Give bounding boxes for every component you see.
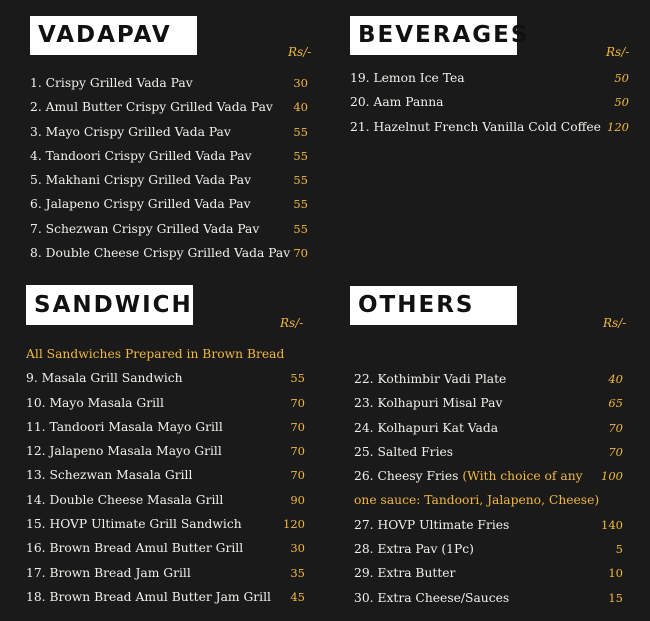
item-name: 28. Extra Pav (1Pc) (354, 542, 474, 557)
menu-item (30, 95, 308, 119)
menu-item (26, 366, 305, 390)
menu-item (30, 241, 308, 265)
item-price: 55 (293, 124, 308, 139)
menu-item (30, 217, 308, 241)
item-price: 55 (293, 148, 308, 163)
menu-item (354, 537, 623, 561)
item-name: 12. Jalapeno Masala Mayo Grill (26, 444, 222, 459)
item-price: 70 (290, 419, 305, 434)
item-price: 90 (290, 492, 305, 507)
item-name: 16. Brown Bread Amul Butter Grill (26, 541, 244, 556)
item-price: 55 (293, 197, 308, 212)
item-price: 55 (293, 221, 308, 236)
menu-item (30, 192, 308, 216)
menu-item (30, 120, 308, 144)
item-name: 11. Tandoori Masala Mayo Grill (26, 419, 223, 434)
menu-item (30, 168, 308, 192)
item-name: 29. Extra Butter (354, 566, 456, 581)
menu-item (354, 391, 623, 415)
sandwich-heading: SANDWICH (26, 285, 193, 325)
item-name: 2. Amul Butter Crispy Grilled Vada Pav (30, 100, 273, 115)
others-heading: OTHERS (350, 286, 517, 325)
item-price: 70 (290, 444, 305, 459)
item-price: 5 (615, 542, 623, 557)
menu-item (26, 488, 305, 512)
item-name: 3. Mayo Crispy Grilled Vada Pav (30, 124, 231, 139)
item-price: 65 (608, 396, 623, 411)
menu-item (26, 536, 305, 560)
menu-item (354, 440, 623, 464)
item-name: 20. Aam Panna (350, 95, 444, 110)
vadapav-heading: VADAPAV (30, 16, 197, 55)
item-price: 30 (290, 541, 305, 556)
currency-label: Rs/- (606, 45, 630, 59)
menu-item (354, 416, 623, 440)
item-price: 55 (290, 371, 305, 386)
item-name: 7. Schezwan Crispy Grilled Vada Pav (30, 221, 260, 236)
item-name: 4. Tandoori Crispy Grilled Vada Pav (30, 148, 252, 163)
menu-item (26, 561, 305, 585)
menu-item (30, 71, 308, 95)
item-name: 21. Hazelnut French Vanilla Cold Coffee (350, 119, 601, 134)
item-price: 50 (614, 71, 629, 85)
item-name: 25. Salted Fries (354, 444, 454, 459)
menu-item (350, 66, 629, 90)
item-price: 15 (608, 590, 623, 605)
menu-item (26, 463, 305, 487)
currency-label: Rs/- (603, 316, 627, 330)
item-price: 70 (290, 395, 305, 410)
item-price: 100 (601, 469, 623, 484)
currency-label: Rs/- (288, 45, 312, 59)
others-list (354, 367, 623, 610)
item-price: 120 (283, 517, 305, 532)
menu-item (26, 391, 305, 415)
item-price: 10 (608, 566, 623, 581)
beverages-heading: BEVERAGES (350, 16, 517, 55)
item-name: 30. Extra Cheese/Sauces (354, 590, 510, 605)
menu-item (26, 512, 305, 536)
menu-item (354, 561, 623, 585)
item-name: 14. Double Cheese Masala Grill (26, 492, 224, 507)
currency-label: Rs/- (280, 316, 304, 330)
item-name: 23. Kolhapuri Misal Pav (354, 396, 503, 411)
sandwich-list (26, 342, 305, 609)
menu-item (354, 586, 623, 610)
menu-item (354, 367, 623, 391)
item-name: 9. Masala Grill Sandwich (26, 371, 183, 386)
item-name: 24. Kolhapuri Kat Vada (354, 420, 499, 435)
item-price: 70 (293, 246, 308, 261)
item-name: 8. Double Cheese Crispy Grilled Vada Pav (30, 246, 291, 261)
item-name: 22. Kothimbir Vadi Plate (354, 372, 507, 386)
item-note: (With choice of any (462, 469, 583, 484)
item-name: 15. HOVP Ultimate Grill Sandwich (26, 517, 242, 532)
item-name: 1. Crispy Grilled Vada Pav (30, 76, 193, 90)
item-name: 17. Brown Bread Jam Grill (26, 565, 191, 580)
item-name: 27. HOVP Ultimate Fries (354, 517, 510, 532)
item-price: 70 (608, 444, 623, 459)
menu-item (354, 464, 623, 488)
menu-item (354, 513, 623, 537)
item-note: one sauce: Tandoori, Jalapeno, Cheese) (354, 493, 600, 508)
item-name: 26. Cheesy Fries (354, 469, 459, 484)
menu-item (350, 90, 629, 114)
item-price: 50 (614, 95, 629, 110)
item-name: 6. Jalapeno Crispy Grilled Vada Pav (30, 197, 251, 212)
menu-item (26, 585, 305, 609)
menu-item (30, 144, 308, 168)
item-price: 40 (293, 100, 308, 115)
item-price: 30 (293, 76, 308, 90)
beverages-list (350, 66, 629, 139)
item-price: 35 (290, 565, 305, 580)
menu-item (26, 415, 305, 439)
menu-item (350, 115, 629, 139)
item-price: 40 (608, 372, 623, 386)
item-price: 70 (290, 468, 305, 483)
item-name: 5. Makhani Crispy Grilled Vada Pav (30, 173, 252, 188)
menu-item (26, 439, 305, 463)
sandwich-note: All Sandwiches Prepared in Brown Bread (26, 347, 285, 361)
item-name: 13. Schezwan Masala Grill (26, 468, 193, 483)
item-name: 19. Lemon Ice Tea (350, 71, 465, 85)
item-price: 70 (608, 420, 623, 435)
item-price: 55 (293, 173, 308, 188)
vadapav-list (30, 71, 308, 265)
item-price: 120 (607, 119, 629, 134)
item-name: 10. Mayo Masala Grill (26, 395, 164, 410)
item-price: 140 (601, 517, 623, 532)
item-name: 18. Brown Bread Amul Butter Jam Grill (26, 589, 271, 604)
item-price: 45 (290, 589, 305, 604)
